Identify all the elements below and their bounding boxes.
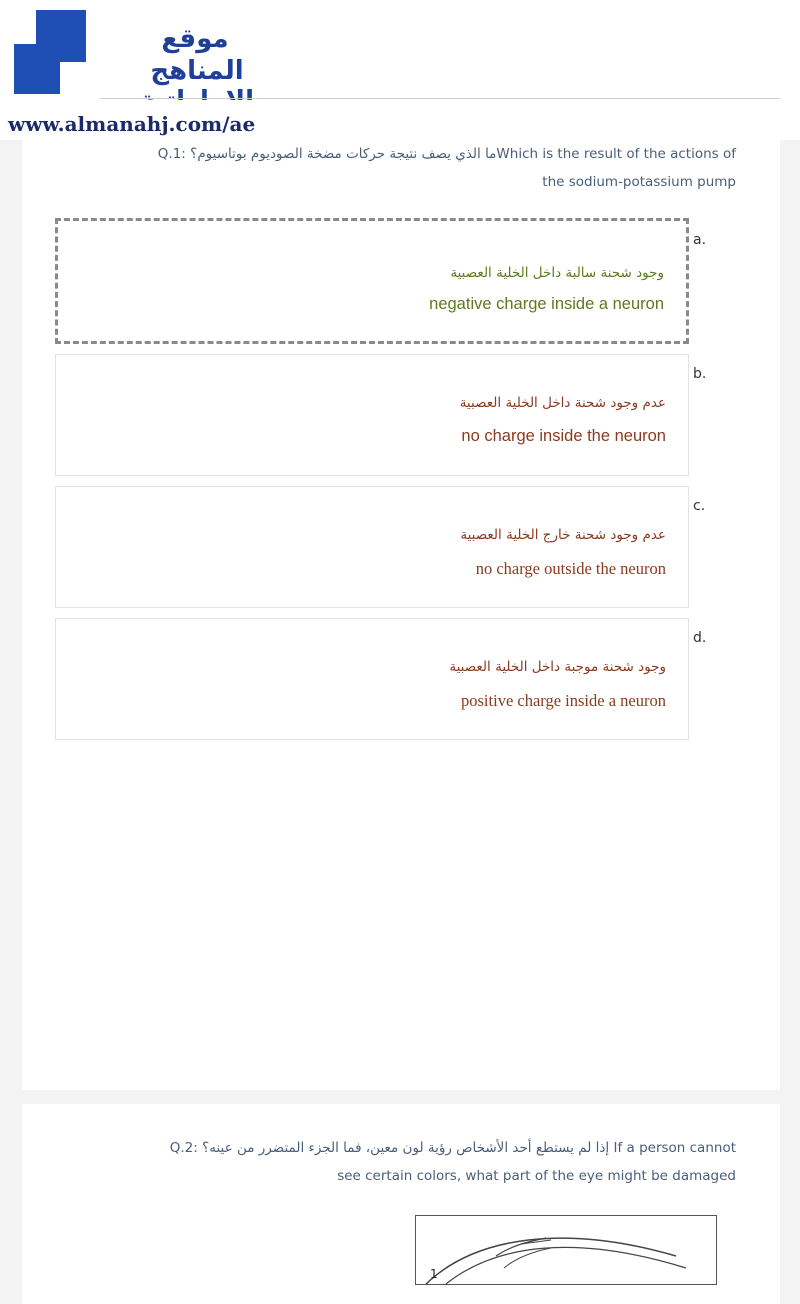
option-d-letter: d.	[693, 630, 707, 646]
option-b-arabic: عدم وجود شحنة داخل الخلية العصبية	[459, 395, 666, 411]
option-c-english: no charge outside the neuron	[475, 559, 666, 578]
option-b-english: no charge inside the neuron	[461, 427, 666, 445]
figure-label-1: 1	[430, 1267, 438, 1281]
site-url[interactable]: www.almanahj.com/ae	[8, 112, 256, 136]
option-a-letter: a.	[693, 232, 707, 248]
option-a-arabic: وجود شحنة سالبة داخل الخلية العصبية	[450, 265, 664, 281]
question2-text-line1: Q.2: إذا لم يستطع أحد الأشخاص رؤية لون معين، فما الجزء المتضرر من عينه؟ If a person cannot	[169, 1140, 736, 1156]
question1-text-line2: the sodium-potassium pump	[542, 174, 736, 190]
logo-text-line1: موقع	[161, 24, 229, 54]
question2-text-line2: see certain colors, what part of the eye might be damaged	[337, 1168, 736, 1184]
eye-diagram-drawing	[416, 1216, 716, 1284]
option-b-letter: b.	[693, 366, 707, 382]
option-d[interactable]	[55, 618, 689, 740]
option-c-arabic: عدم وجود شحنة خارج الخلية العصبية	[460, 527, 666, 543]
option-c-letter: c.	[693, 498, 706, 514]
option-b[interactable]	[55, 354, 689, 476]
option-a-english: negative charge inside a neuron	[429, 295, 664, 313]
option-d-arabic: وجود شحنة موجبة داخل الخلية العصبية	[449, 659, 666, 675]
eye-diagram-figure	[415, 1215, 717, 1285]
site-logo-mark	[14, 10, 86, 94]
logo-text-line2: المناهج	[150, 56, 244, 86]
option-a[interactable]	[55, 218, 689, 344]
option-d-english: positive charge inside a neuron	[461, 691, 666, 710]
option-c[interactable]	[55, 486, 689, 608]
question1-text-line1: Q.1: ما الذي يصف نتيجة حركات مضخة الصوديوم بوتاسيوم؟Which is the result of the actions of	[157, 146, 736, 162]
header-divider	[100, 98, 780, 99]
